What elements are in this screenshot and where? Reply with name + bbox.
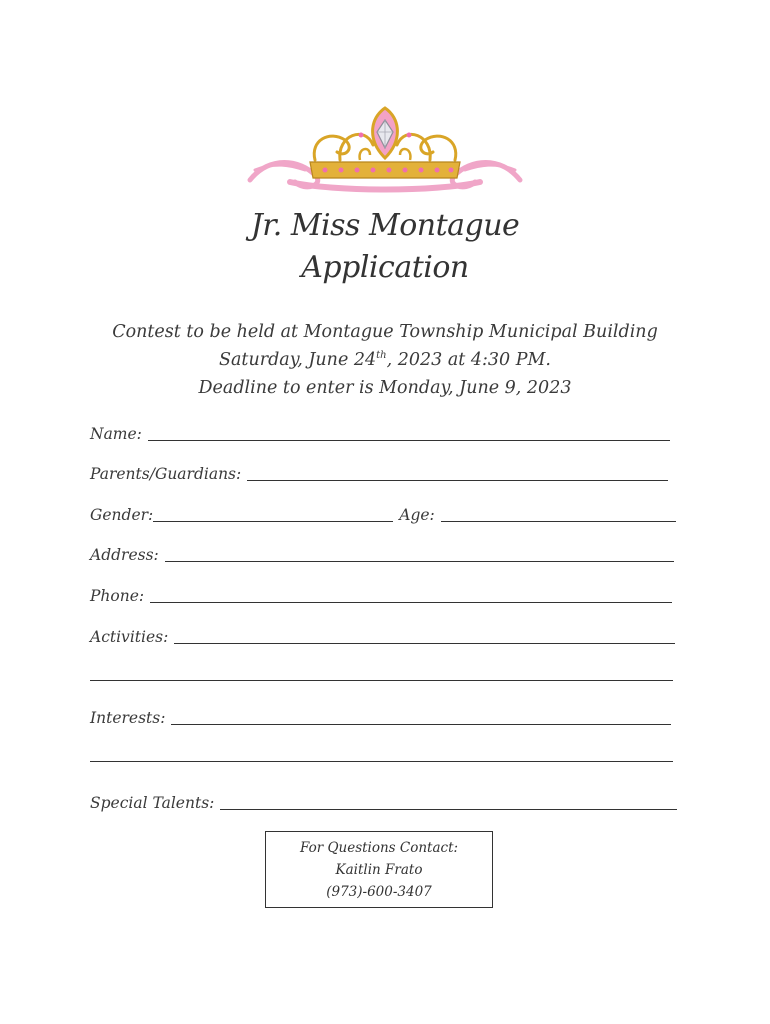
talents-line[interactable]	[220, 791, 677, 810]
phone-field[interactable]	[90, 580, 672, 606]
activities-label: Activities:	[90, 628, 169, 646]
activities-line[interactable]	[174, 625, 675, 644]
parents-label: Parents/Guardians:	[90, 465, 242, 483]
tiara-crown-icon	[245, 100, 525, 200]
address-label: Address:	[90, 546, 159, 564]
address-line[interactable]	[165, 543, 674, 562]
contact-box	[265, 831, 493, 908]
contest-date-suffix-sup: th	[376, 350, 387, 361]
contact-heading: For Questions Contact:	[299, 840, 459, 856]
interests-extra-line[interactable]	[90, 761, 673, 762]
phone-line[interactable]	[150, 584, 672, 603]
name-line[interactable]	[148, 422, 670, 441]
age-label: Age:	[399, 506, 435, 524]
contest-date-prefix: Saturday, June 24	[218, 350, 377, 370]
talents-field[interactable]	[90, 787, 677, 813]
contact-phone: (973)-600-3407	[326, 884, 432, 900]
interests-field[interactable]	[90, 702, 671, 728]
phone-label: Phone:	[90, 587, 145, 605]
interests-line[interactable]	[171, 706, 671, 725]
parents-field[interactable]	[90, 458, 668, 484]
gender-label: Gender:	[90, 506, 154, 524]
address-field[interactable]	[90, 539, 674, 565]
contest-date	[0, 346, 770, 374]
name-field[interactable]	[90, 418, 670, 444]
interests-label: Interests:	[90, 709, 166, 727]
gender-line[interactable]	[153, 503, 393, 522]
contact-name: Kaitlin Frato	[335, 862, 423, 878]
activities-extra-line[interactable]	[90, 680, 673, 681]
name-label: Name:	[90, 425, 142, 443]
talents-label: Special Talents:	[90, 794, 215, 812]
age-line[interactable]	[441, 503, 676, 522]
contest-location: Contest to be held at Montague Township Municipal Building	[112, 322, 658, 342]
form-subtitle: Application	[301, 250, 469, 285]
form-title: Jr. Miss Montague	[250, 208, 520, 243]
parents-line[interactable]	[247, 462, 668, 481]
activities-field[interactable]	[90, 621, 675, 647]
gender-age-row	[90, 499, 676, 525]
contest-date-suffix: , 2023 at 4:30 PM.	[386, 350, 551, 370]
entry-deadline: Deadline to enter is Monday, June 9, 2023	[198, 378, 572, 398]
